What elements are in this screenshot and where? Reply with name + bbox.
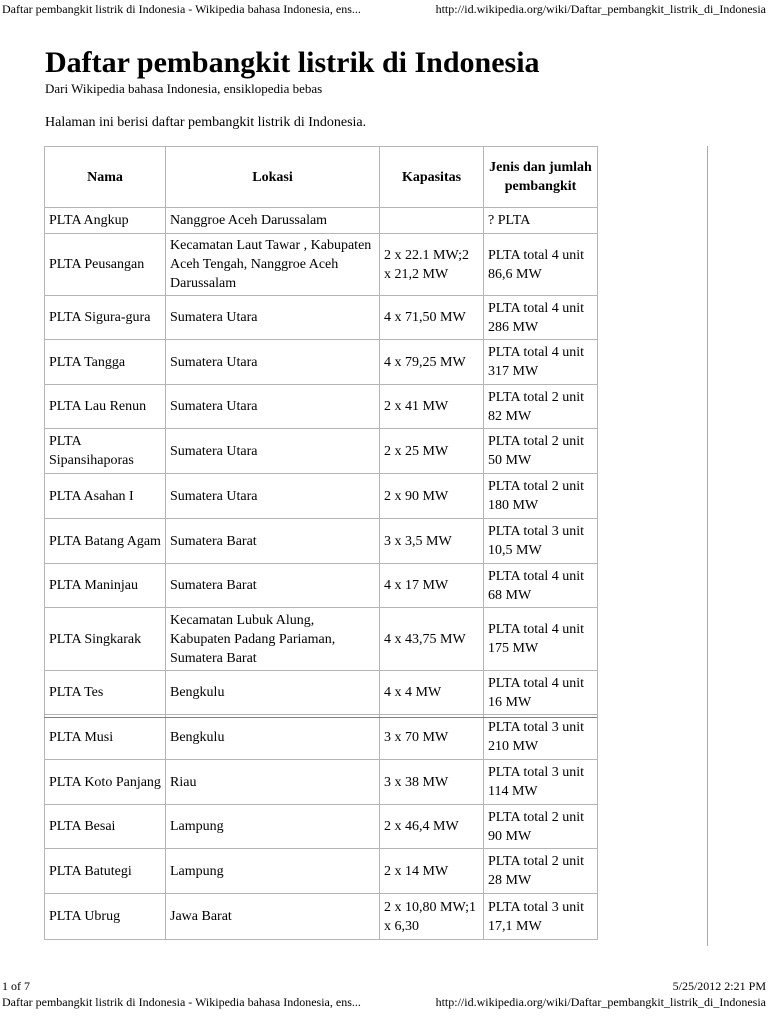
print-footer-title: Daftar pembangkit listrik di Indonesia - Wikipedia bahasa Indonesia, ens...	[2, 995, 361, 1009]
power-plant-table	[44, 146, 598, 940]
table-row	[45, 849, 598, 894]
table-row	[45, 608, 598, 671]
cell-jenis: ? PLTA	[484, 208, 598, 234]
cell-jenis: PLTA total 2 unit 28 MW	[484, 849, 598, 894]
cell-nama: PLTA Lau Renun	[45, 385, 166, 429]
cell-jenis: PLTA total 3 unit 17,1 MW	[484, 894, 598, 940]
cell-lokasi: Lampung	[166, 805, 380, 849]
table-row	[45, 474, 598, 519]
cell-lokasi: Jawa Barat	[166, 894, 380, 940]
cell-nama: PLTA Sipansihaporas	[45, 429, 166, 474]
cell-nama: PLTA Tangga	[45, 340, 166, 385]
cell-jenis: PLTA total 4 unit 16 MW	[484, 671, 598, 715]
cell-kapasitas: 2 x 10,80 MW;1 x 6,30	[380, 894, 484, 940]
cell-jenis: PLTA total 2 unit 180 MW	[484, 474, 598, 519]
cell-kapasitas: 3 x 70 MW	[380, 715, 484, 760]
table-row	[45, 760, 598, 805]
cell-kapasitas: 2 x 90 MW	[380, 474, 484, 519]
table-row	[45, 208, 598, 234]
table-page-break-line	[44, 717, 597, 718]
cell-nama: PLTA Musi	[45, 715, 166, 760]
cell-kapasitas: 2 x 22.1 MW;2 x 21,2 MW	[380, 234, 484, 296]
cell-nama: PLTA Peusangan	[45, 234, 166, 296]
cell-nama: PLTA Ubrug	[45, 894, 166, 940]
cell-nama: PLTA Batang Agam	[45, 519, 166, 564]
cell-kapasitas: 4 x 4 MW	[380, 671, 484, 715]
cell-lokasi: Sumatera Utara	[166, 429, 380, 474]
table-body	[45, 208, 598, 940]
cell-kapasitas: 2 x 46,4 MW	[380, 805, 484, 849]
cell-kapasitas: 4 x 17 MW	[380, 564, 484, 608]
cell-nama: PLTA Angkup	[45, 208, 166, 234]
cell-lokasi: Sumatera Utara	[166, 385, 380, 429]
intro-paragraph: Halaman ini berisi daftar pembangkit listrik di Indonesia.	[45, 115, 367, 130]
column-header-nama: Nama	[45, 147, 166, 208]
table-row	[45, 519, 598, 564]
print-header-title: Daftar pembangkit listrik di Indonesia - Wikipedia bahasa Indonesia, ens...	[2, 2, 361, 16]
table-row	[45, 296, 598, 340]
cell-kapasitas	[380, 208, 484, 234]
table-row	[45, 340, 598, 385]
cell-lokasi: Bengkulu	[166, 671, 380, 715]
cell-lokasi: Kecamatan Laut Tawar , Kabupaten Aceh Tengah, Nanggroe Aceh Darussalam	[166, 234, 380, 296]
cell-lokasi: Riau	[166, 760, 380, 805]
print-header-url: http://id.wikipedia.org/wiki/Daftar_pembangkit_listrik_di_Indonesia	[435, 2, 766, 16]
cell-kapasitas: 4 x 79,25 MW	[380, 340, 484, 385]
table-row	[45, 671, 598, 715]
table-row	[45, 385, 598, 429]
cell-jenis: PLTA total 4 unit 68 MW	[484, 564, 598, 608]
cell-nama: PLTA Sigura-gura	[45, 296, 166, 340]
cell-nama: PLTA Maninjau	[45, 564, 166, 608]
cell-jenis: PLTA total 3 unit 114 MW	[484, 760, 598, 805]
cell-kapasitas: 4 x 71,50 MW	[380, 296, 484, 340]
cell-jenis: PLTA total 2 unit 90 MW	[484, 805, 598, 849]
cell-nama: PLTA Tes	[45, 671, 166, 715]
print-footer	[0, 978, 768, 1010]
page-title: Daftar pembangkit listrik di Indonesia	[45, 46, 540, 79]
cell-nama: PLTA Batutegi	[45, 849, 166, 894]
cell-kapasitas: 4 x 43,75 MW	[380, 608, 484, 671]
cell-lokasi: Sumatera Utara	[166, 296, 380, 340]
cell-jenis: PLTA total 2 unit 82 MW	[484, 385, 598, 429]
cell-lokasi: Bengkulu	[166, 715, 380, 760]
cell-kapasitas: 3 x 3,5 MW	[380, 519, 484, 564]
cell-lokasi: Sumatera Barat	[166, 564, 380, 608]
page-subtitle: Dari Wikipedia bahasa Indonesia, ensiklopedia bebas	[45, 81, 323, 96]
cell-jenis: PLTA total 4 unit 175 MW	[484, 608, 598, 671]
cell-nama: PLTA Koto Panjang	[45, 760, 166, 805]
print-header	[0, 0, 768, 18]
table-row	[45, 715, 598, 760]
print-footer-url: http://id.wikipedia.org/wiki/Daftar_pembangkit_listrik_di_Indonesia	[435, 995, 766, 1009]
cell-lokasi: Lampung	[166, 849, 380, 894]
cell-lokasi: Nanggroe Aceh Darussalam	[166, 208, 380, 234]
cell-jenis: PLTA total 4 unit 317 MW	[484, 340, 598, 385]
table-row	[45, 894, 598, 940]
print-datetime: 5/25/2012 2:21 PM	[672, 979, 766, 993]
cell-nama: PLTA Singkarak	[45, 608, 166, 671]
cell-kapasitas: 3 x 38 MW	[380, 760, 484, 805]
cell-jenis: PLTA total 4 unit 86,6 MW	[484, 234, 598, 296]
table-row	[45, 564, 598, 608]
cell-kapasitas: 2 x 41 MW	[380, 385, 484, 429]
cell-lokasi: Kecamatan Lubuk Alung, Kabupaten Padang Pariaman, Sumatera Barat	[166, 608, 380, 671]
cell-jenis: PLTA total 3 unit 10,5 MW	[484, 519, 598, 564]
cell-jenis: PLTA total 2 unit 50 MW	[484, 429, 598, 474]
table-row	[45, 429, 598, 474]
cell-lokasi: Sumatera Utara	[166, 474, 380, 519]
column-header-kapasitas: Kapasitas	[380, 147, 484, 208]
table-row	[45, 805, 598, 849]
cell-nama: PLTA Besai	[45, 805, 166, 849]
column-header-jenis: Jenis dan jumlah pembangkit	[484, 147, 598, 208]
cell-kapasitas: 2 x 14 MW	[380, 849, 484, 894]
cell-kapasitas: 2 x 25 MW	[380, 429, 484, 474]
cell-jenis: PLTA total 4 unit 286 MW	[484, 296, 598, 340]
cell-jenis: PLTA total 3 unit 210 MW	[484, 715, 598, 760]
column-header-lokasi: Lokasi	[166, 147, 380, 208]
table-header-row	[45, 147, 598, 208]
cell-lokasi: Sumatera Barat	[166, 519, 380, 564]
page-right-edge	[707, 146, 708, 946]
cell-lokasi: Sumatera Utara	[166, 340, 380, 385]
page-counter: 1 of 7	[2, 979, 30, 993]
power-plant-table-container	[44, 146, 597, 940]
cell-nama: PLTA Asahan I	[45, 474, 166, 519]
table-row	[45, 234, 598, 296]
